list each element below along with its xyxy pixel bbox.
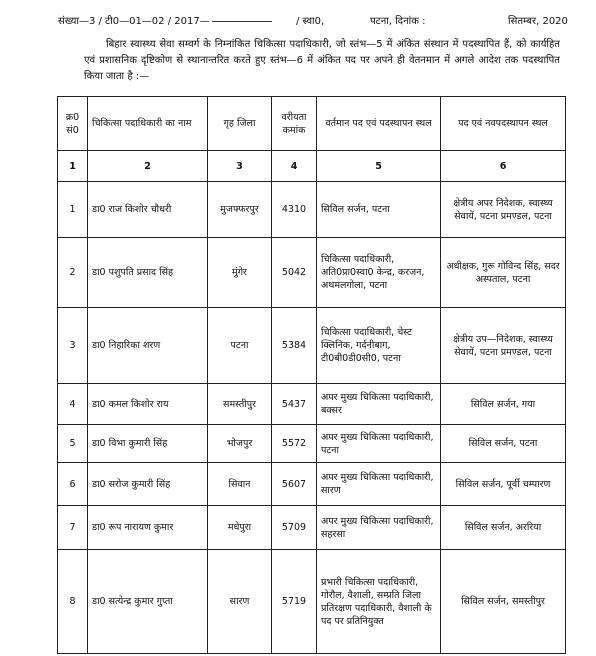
table-row bbox=[58, 463, 566, 506]
cell-new-post: क्षेत्रीय अपर निदेशक, स्वास्थ्य सेवायें, पटना प्रमण्डल, पटना bbox=[441, 182, 566, 238]
cell-name: डा0 कमल किशोर राय bbox=[88, 384, 208, 425]
cell-sn: 1 bbox=[58, 182, 88, 238]
col-number: 5 bbox=[317, 151, 441, 182]
cell-new-post: सिविल सर्जन, अररिया bbox=[441, 506, 566, 550]
cell-new-post: अधीक्षक, गुरू गोविन्द सिंह, सदर अस्पताल, पटना bbox=[441, 238, 566, 308]
table-row bbox=[58, 308, 566, 384]
cell-current-post: चिकित्सा पदाधिकारी, अति0प्रा0स्वा0 केन्द्र, करजन, अथमलगोला, पटना bbox=[317, 238, 441, 308]
col-header-current-post: वर्तमान पद एवं पदस्थापन स्थल bbox=[317, 97, 441, 151]
table-row bbox=[58, 425, 566, 463]
cell-new-post: सिविल सर्जन, समस्तीपुर bbox=[441, 550, 566, 654]
cell-seniority: 4310 bbox=[272, 182, 317, 238]
cell-new-post: सिविल सर्जन, पटना bbox=[441, 425, 566, 463]
table-row bbox=[58, 238, 566, 308]
col-number: 2 bbox=[88, 151, 208, 182]
cell-new-post: सिविल सर्जन, पूर्वी चम्पारण bbox=[441, 463, 566, 506]
cell-district: समस्तीपुर bbox=[208, 384, 272, 425]
col-header-name: चिकित्सा पदाधिकारी का नाम bbox=[88, 97, 208, 151]
table-row bbox=[58, 550, 566, 654]
cell-seniority: 5042 bbox=[272, 238, 317, 308]
table-row bbox=[58, 506, 566, 550]
cell-name: डा0 सत्येन्द्र कुमार गुप्ता bbox=[88, 550, 208, 654]
cell-sn: 7 bbox=[58, 506, 88, 550]
cell-seniority: 5709 bbox=[272, 506, 317, 550]
col-number: 1 bbox=[58, 151, 88, 182]
col-header-seniority: वरीयता कमांक bbox=[272, 97, 317, 151]
cell-name: डा0 विभा कुमारी सिंह bbox=[88, 425, 208, 463]
issue-date: सितम्बर, 2020 bbox=[508, 16, 568, 27]
department-code: / स्वा0, bbox=[296, 16, 325, 27]
col-header-district: गृह जिला bbox=[208, 97, 272, 151]
cell-sn: 3 bbox=[58, 308, 88, 384]
table-row bbox=[58, 182, 566, 238]
intro-paragraph: बिहार स्वास्थ्य सेवा सम्वर्ग के निम्नांकित चिकित्सा पदाधिकारी, जो स्तंभ—5 में अंकित संस्थान में पदस्थापित हैं, को कार्यहित एवं प्रशासनिक दृष्टिकोण से स्थानान्तरित करते हुए स्तंभ—6 में अंकित पद पर अपने ही वेतनमान में अगले आदेश तक पदस्थापित किया जाता है :— bbox=[84, 39, 560, 82]
cell-seniority: 5384 bbox=[272, 308, 317, 384]
cell-seniority: 5719 bbox=[272, 550, 317, 654]
cell-name: डा0 रूप नारायण कुमार bbox=[88, 506, 208, 550]
city-date-label: पटना, दिनांक : bbox=[370, 16, 426, 27]
letter-header bbox=[58, 13, 576, 29]
cell-seniority: 5572 bbox=[272, 425, 317, 463]
cell-seniority: 5437 bbox=[272, 384, 317, 425]
order-intro bbox=[84, 37, 560, 85]
col-header-sn: क्र0 सं0 bbox=[58, 97, 88, 151]
cell-current-post: अपर मुख्य चिकित्सा पदाधिकारी, बक्सर bbox=[317, 384, 441, 425]
cell-current-post: अपर मुख्य चिकित्सा पदाधिकारी, सारण bbox=[317, 463, 441, 506]
col-number: 6 bbox=[441, 151, 566, 182]
cell-sn: 5 bbox=[58, 425, 88, 463]
cell-current-post: अपर मुख्य चिकित्सा पदाधिकारी, सहरसा bbox=[317, 506, 441, 550]
cell-sn: 8 bbox=[58, 550, 88, 654]
cell-seniority: 5607 bbox=[272, 463, 317, 506]
cell-district: मुजफ्फरपुर bbox=[208, 182, 272, 238]
cell-current-post: सिविल सर्जन, पटना bbox=[317, 182, 441, 238]
table-row bbox=[58, 384, 566, 425]
cell-district: भोजपुर bbox=[208, 425, 272, 463]
table-header-row bbox=[58, 97, 566, 151]
reference-number: संख्या—3 / टी0—01—02 / 2017— bbox=[58, 13, 272, 27]
cell-district: मुंगेर bbox=[208, 238, 272, 308]
cell-current-post: प्रभारी चिकित्सा पदाधिकारी, गोरौल, वैशाली, सम्प्रति जिला प्रतिरक्षण पदाधिकारी, वैशाली के पद पर प्रतिनियुक्त bbox=[317, 550, 441, 654]
cell-district: सारण bbox=[208, 550, 272, 654]
col-number: 4 bbox=[272, 151, 317, 182]
cell-district: पटना bbox=[208, 308, 272, 384]
cell-sn: 4 bbox=[58, 384, 88, 425]
cell-current-post: अपर मुख्य चिकित्सा पदाधिकारी, पटना bbox=[317, 425, 441, 463]
cell-name: डा0 निहारिका शरण bbox=[88, 308, 208, 384]
cell-new-post: क्षेत्रीय उप—निदेशक, स्वास्थ्य सेवायें, पटना प्रमण्डल, पटना bbox=[441, 308, 566, 384]
col-number: 3 bbox=[208, 151, 272, 182]
cell-sn: 2 bbox=[58, 238, 88, 308]
transfer-table bbox=[57, 96, 566, 654]
column-number-row bbox=[58, 151, 566, 182]
cell-name: डा0 पशुपति प्रसाद सिंह bbox=[88, 238, 208, 308]
col-header-new-post: पद एवं नवपदस्थापन स्थल bbox=[441, 97, 566, 151]
cell-district: मधेपुरा bbox=[208, 506, 272, 550]
cell-current-post: चिकित्सा पदाधिकारी, चेस्ट क्लिनिक, गर्दनीबाग, टी0बी0डी0सी0, पटना bbox=[317, 308, 441, 384]
cell-new-post: सिविल सर्जन, गया bbox=[441, 384, 566, 425]
cell-sn: 6 bbox=[58, 463, 88, 506]
cell-district: सिवान bbox=[208, 463, 272, 506]
cell-name: डा0 सरोज कुमारी सिंह bbox=[88, 463, 208, 506]
cell-name: डा0 राज किशोर चौधरी bbox=[88, 182, 208, 238]
